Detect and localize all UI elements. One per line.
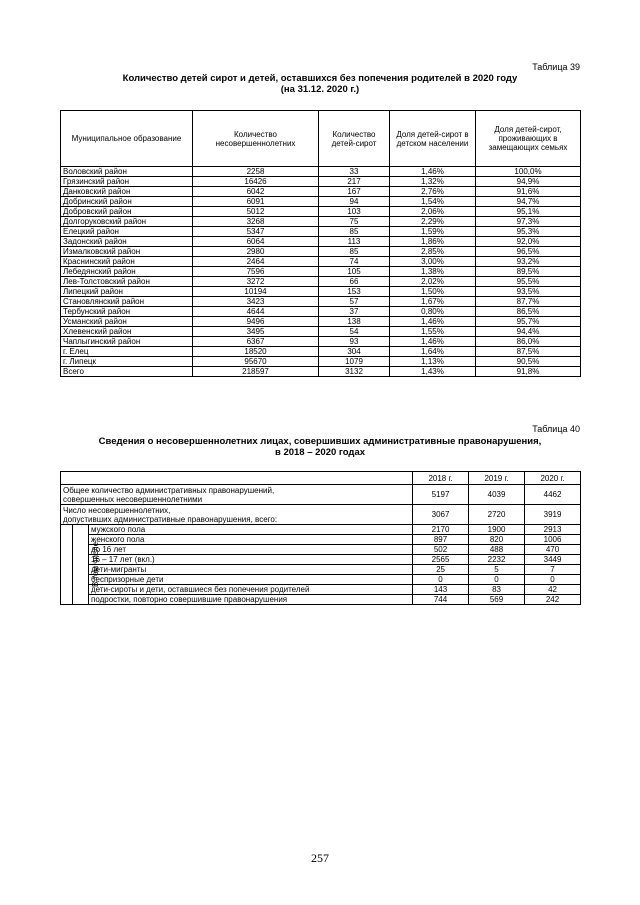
table39-value-cell: 57 (319, 297, 390, 307)
table40-detail-label: дети-мигранты (89, 565, 413, 575)
table40-detail-value: 143 (413, 585, 469, 595)
table39-value-cell: 92,0% (476, 237, 581, 247)
table40-detail-value: 897 (413, 535, 469, 545)
table39-value-cell: 1,46% (390, 317, 476, 327)
table39-value-cell: 93 (319, 337, 390, 347)
table40-detail-value: 0 (525, 575, 581, 585)
table39-value-cell: 6064 (193, 237, 319, 247)
table39-value-cell: 86,0% (476, 337, 581, 347)
table39-row (61, 287, 581, 297)
table39-value-cell: 2464 (193, 257, 319, 267)
table40-detail-row (61, 555, 581, 565)
table40-minors-label-line2: допустивших административные правонарушения, всего: (63, 514, 278, 524)
table39-district-cell: Лебедянский район (61, 267, 193, 277)
table39-value-cell: 138 (319, 317, 390, 327)
table39-value-cell: 153 (319, 287, 390, 297)
table39-value-cell: 85 (319, 227, 390, 237)
table39-value-cell: 6091 (193, 197, 319, 207)
table40-detail-row (61, 535, 581, 545)
table39-row (61, 297, 581, 307)
table39-district-cell: Данковский район (61, 187, 193, 197)
table39-district-cell: Краснинский район (61, 257, 193, 267)
table39-value-cell: 1,13% (390, 357, 476, 367)
table39-district-cell: Добринский район (61, 197, 193, 207)
table39-row (61, 307, 581, 317)
table39-district-cell: Липецкий район (61, 287, 193, 297)
table39-district-cell: г. Елец (61, 347, 193, 357)
table39-district-cell: Усманский район (61, 317, 193, 327)
table39-value-cell: 94 (319, 197, 390, 207)
table39 (60, 110, 581, 377)
table39-value-cell: 90,5% (476, 357, 581, 367)
table39-value-cell: 3495 (193, 327, 319, 337)
table39-value-cell: 75 (319, 217, 390, 227)
table39-value-cell: 218597 (193, 367, 319, 377)
table39-district-cell: Тербунский район (61, 307, 193, 317)
table40-detail-label: подростки, повторно совершившие правонарушения (89, 595, 413, 605)
table39-value-cell: 87,7% (476, 297, 581, 307)
table39-value-cell: 6367 (193, 337, 319, 347)
table39-row (61, 277, 581, 287)
table40-detail-row (61, 575, 581, 585)
table39-row (61, 347, 581, 357)
table40-title-line2: в 2018 – 2020 годах (274, 447, 366, 458)
table40-detail-value: 744 (413, 595, 469, 605)
table39-value-cell: 2,76% (390, 187, 476, 197)
table39-row (61, 187, 581, 197)
table39-district-cell: Хлевенский район (61, 327, 193, 337)
table40-detail-label: 16 – 17 лет (вкл.) (89, 555, 413, 565)
table40-total-value: 5197 (413, 485, 469, 505)
table39-row (61, 207, 581, 217)
table39-row (61, 367, 581, 377)
table39-district-cell: Лев-Толстовский район (61, 277, 193, 287)
table39-value-cell: 1,32% (390, 177, 476, 187)
table39-value-cell: 1,50% (390, 287, 476, 297)
table40-body (61, 472, 581, 605)
table40-minors-value: 2720 (469, 505, 525, 525)
table40-year-header: 2018 г. (413, 472, 469, 485)
table39-value-cell: 3268 (193, 217, 319, 227)
table39-value-cell: 74 (319, 257, 390, 267)
table39-row (61, 327, 581, 337)
table39-row (61, 357, 581, 367)
table40-minors-label (61, 505, 413, 525)
table39-district-cell: Долгоруковский район (61, 217, 193, 227)
table39-value-cell: 7596 (193, 267, 319, 277)
table39-value-cell: 4644 (193, 307, 319, 317)
table40-detail-row (61, 585, 581, 595)
table39-district-cell: Чаплыгинский район (61, 337, 193, 347)
table39-value-cell: 1,38% (390, 267, 476, 277)
table40-title-line1: Сведения о несовершеннолетних лицах, совершивших административные правонарушения, (98, 436, 542, 447)
table40-detail-value: 820 (469, 535, 525, 545)
table39-district-cell: Измалковский район (61, 247, 193, 257)
table40-detail-row (61, 595, 581, 605)
table40-total-label (61, 485, 413, 505)
table39-value-cell: 5012 (193, 207, 319, 217)
table39-district-cell: г. Липецк (61, 357, 193, 367)
table39-value-cell: 1,59% (390, 227, 476, 237)
table39-value-cell: 1,46% (390, 167, 476, 177)
table39-value-cell: 2,02% (390, 277, 476, 287)
table39-value-cell: 91,6% (476, 187, 581, 197)
table40-total-value: 4039 (469, 485, 525, 505)
table39-value-cell: 1079 (319, 357, 390, 367)
table40 (60, 471, 581, 605)
table40-including-label-cell (73, 525, 101, 605)
table40-detail-value: 2170 (413, 525, 469, 535)
table39-value-cell: 95,3% (476, 227, 581, 237)
table39-value-cell: 1,54% (390, 197, 476, 207)
table40-detail-value: 2565 (413, 555, 469, 565)
table40-detail-label: мужского пола (89, 525, 413, 535)
table40-detail-value: 502 (413, 545, 469, 555)
table40-detail-value: 5 (469, 565, 525, 575)
table39-row (61, 237, 581, 247)
table39-row (61, 197, 581, 207)
table39-value-cell: 95,5% (476, 277, 581, 287)
table39-value-cell: 54 (319, 327, 390, 337)
table39-value-cell: 1,46% (390, 337, 476, 347)
table39-value-cell: 95670 (193, 357, 319, 367)
table39-row (61, 337, 581, 347)
table40-detail-label: женского пола (89, 535, 413, 545)
table40-header-row (61, 472, 581, 485)
table39-value-cell: 94,4% (476, 327, 581, 337)
table39-header-cell: Доля детей-сирот, проживающих в замещающих семьях (476, 111, 581, 167)
table39-header-cell: Муниципальное образование (61, 111, 193, 167)
table39-value-cell: 66 (319, 277, 390, 287)
table39-body (61, 167, 581, 377)
table39-row (61, 177, 581, 187)
table39-row (61, 227, 581, 237)
table39-value-cell: 91,8% (476, 367, 581, 377)
table40-total-label-line1: Общее количество административных правонарушений, (63, 485, 275, 495)
table40-detail-value: 242 (525, 595, 581, 605)
table39-value-cell: 3,00% (390, 257, 476, 267)
table39-value-cell: 87,5% (476, 347, 581, 357)
table39-value-cell: 1,64% (390, 347, 476, 357)
table39-value-cell: 5347 (193, 227, 319, 237)
table39-value-cell: 0,80% (390, 307, 476, 317)
table39-district-cell: Елецкий район (61, 227, 193, 237)
table39-value-cell: 85 (319, 247, 390, 257)
table40-detail-value: 0 (469, 575, 525, 585)
table39-row (61, 217, 581, 227)
table40-detail-value: 1006 (525, 535, 581, 545)
table40-detail-label: беспризорные дети (89, 575, 413, 585)
table39-value-cell: 100,0% (476, 167, 581, 177)
table39-value-cell: 2,29% (390, 217, 476, 227)
table40-detail-value: 42 (525, 585, 581, 595)
table40-total-value: 4462 (525, 485, 581, 505)
table39-row (61, 317, 581, 327)
table39-value-cell: 33 (319, 167, 390, 177)
table39-value-cell: 2258 (193, 167, 319, 177)
table39-value-cell: 9496 (193, 317, 319, 327)
table40-title (60, 436, 580, 458)
table40-year-header: 2019 г. (469, 472, 525, 485)
table39-header-row (61, 111, 581, 167)
table40-detail-value: 470 (525, 545, 581, 555)
table39-header-cell: Доля детей-сирот в детском населении (390, 111, 476, 167)
table40-minors-label-line1: Число несовершеннолетних, (63, 505, 171, 515)
table39-value-cell: 2,06% (390, 207, 476, 217)
table39-title-line1: Количество детей сирот и детей, оставшихся без попечения родителей в 2020 году (122, 73, 518, 84)
table39-value-cell: 16426 (193, 177, 319, 187)
table40-detail-row (61, 525, 581, 535)
table40-detail-value: 7 (525, 565, 581, 575)
table39-district-cell: Воловский район (61, 167, 193, 177)
table40-total-label-line2: совершенных несовершеннолетними (63, 494, 203, 504)
table39-header-cell: Количество несовершеннолетних (193, 111, 319, 167)
table39-value-cell: 1,55% (390, 327, 476, 337)
table39-value-cell: 113 (319, 237, 390, 247)
table40-detail-value: 2232 (469, 555, 525, 565)
table39-value-cell: 217 (319, 177, 390, 187)
table40-total-row (61, 485, 581, 505)
table40-detail-value: 3449 (525, 555, 581, 565)
table40-minors-value: 3919 (525, 505, 581, 525)
table39-value-cell: 3423 (193, 297, 319, 307)
table39-value-cell: 93,2% (476, 257, 581, 267)
table39-value-cell: 89,5% (476, 267, 581, 277)
table39-row (61, 257, 581, 267)
table39-value-cell: 3272 (193, 277, 319, 287)
table39-row (61, 247, 581, 257)
table39-header-cell: Количество детей-сирот (319, 111, 390, 167)
table39-district-cell: Добровский район (61, 207, 193, 217)
table39-label: Таблица 39 (532, 62, 580, 72)
table40-header-blank (61, 472, 413, 485)
table40-detail-value: 2913 (525, 525, 581, 535)
table39-value-cell: 95,7% (476, 317, 581, 327)
table40-minors-value: 3067 (413, 505, 469, 525)
table39-value-cell: 3132 (319, 367, 390, 377)
table39-value-cell: 1,43% (390, 367, 476, 377)
table40-detail-value: 83 (469, 585, 525, 595)
page-number: 257 (311, 851, 329, 865)
table39-value-cell: 103 (319, 207, 390, 217)
table40-detail-value: 569 (469, 595, 525, 605)
table40-including-label: В том числе (91, 541, 101, 588)
table40-detail-value: 488 (469, 545, 525, 555)
table39-value-cell: 86,5% (476, 307, 581, 317)
table40-year-header: 2020 г. (525, 472, 581, 485)
table40-detail-row (61, 545, 581, 555)
table40-detail-label: до 16 лет (89, 545, 413, 555)
table39-value-cell: 10194 (193, 287, 319, 297)
table40-label: Таблица 40 (532, 424, 580, 434)
table39-value-cell: 93,5% (476, 287, 581, 297)
table39-value-cell: 94,7% (476, 197, 581, 207)
table39-value-cell: 167 (319, 187, 390, 197)
table39-value-cell: 97,3% (476, 217, 581, 227)
table39-value-cell: 1,67% (390, 297, 476, 307)
table39-value-cell: 6042 (193, 187, 319, 197)
table40-indent-cell (61, 525, 73, 605)
table39-title (60, 73, 580, 95)
table39-value-cell: 18520 (193, 347, 319, 357)
table40-detail-label: дети-сироты и дети, оставшиеся без попечения родителей (89, 585, 413, 595)
table39-value-cell: 2,85% (390, 247, 476, 257)
table39-district-cell: Становлянский район (61, 297, 193, 307)
table39-value-cell: 94,9% (476, 177, 581, 187)
table39-row (61, 167, 581, 177)
table39-value-cell: 96,5% (476, 247, 581, 257)
table40-detail-value: 0 (413, 575, 469, 585)
table39-value-cell: 304 (319, 347, 390, 357)
table39-value-cell: 2980 (193, 247, 319, 257)
table40-detail-row (61, 565, 581, 575)
table39-value-cell: 95,1% (476, 207, 581, 217)
table39-district-cell: Задонский район (61, 237, 193, 247)
table39-value-cell: 37 (319, 307, 390, 317)
table39-value-cell: 105 (319, 267, 390, 277)
table40-detail-value: 25 (413, 565, 469, 575)
table39-district-cell: Всего (61, 367, 193, 377)
table39-value-cell: 1,86% (390, 237, 476, 247)
table39-title-line2: (на 31.12. 2020 г.) (280, 84, 360, 95)
table40-minors-row (61, 505, 581, 525)
table39-district-cell: Грязинский район (61, 177, 193, 187)
table39-row (61, 267, 581, 277)
table40-detail-value: 1900 (469, 525, 525, 535)
